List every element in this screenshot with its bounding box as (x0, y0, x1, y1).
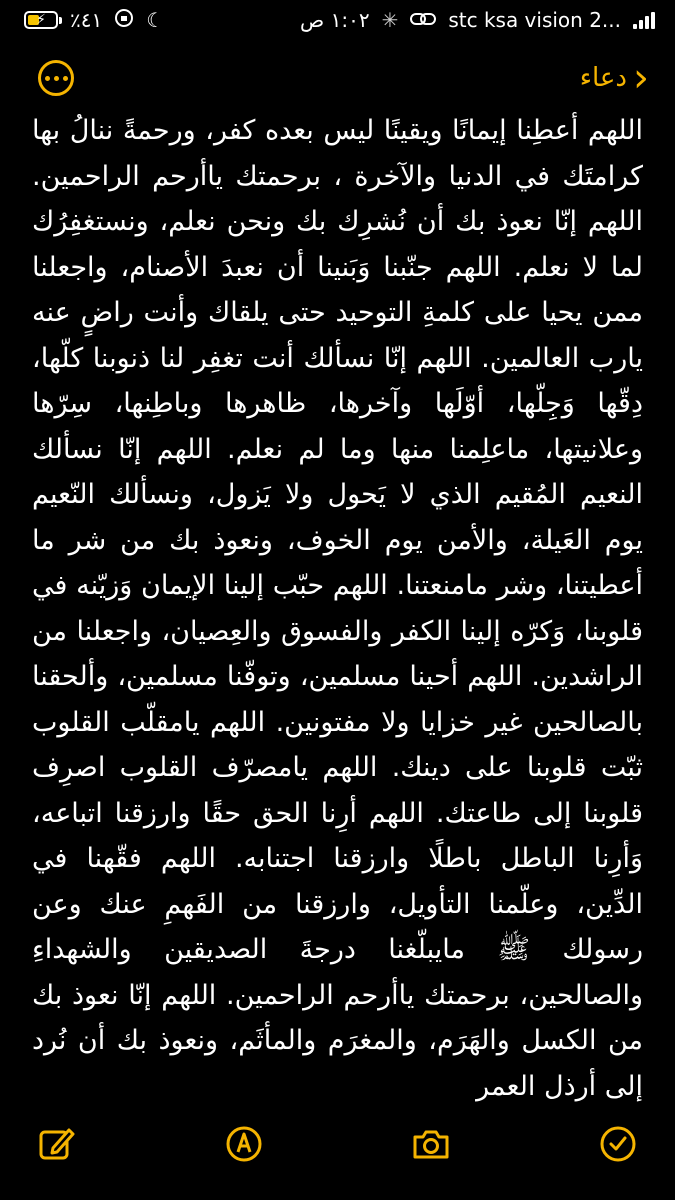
orientation-lock-icon (114, 8, 134, 33)
nav-bar (0, 52, 675, 104)
more-icon-dot (45, 76, 50, 81)
status-bar (0, 0, 675, 40)
more-icon-dot (63, 76, 68, 81)
back-label: دعاء (579, 63, 627, 93)
link-icon (410, 8, 436, 32)
status-left (24, 8, 164, 33)
bottom-toolbar (0, 1110, 675, 1200)
note-body[interactable] (32, 108, 643, 1128)
note-text[interactable]: اللهم أعطِنا إيمانًا ويقينًا ليس بعده كفر، ورحمةً ننالُ بها كرامتَك في الدنيا والآخرة ، برحمتك ياأرحم الراحمين. اللهم إنّا نعوذ بك أن نُشرِك بك ونحن نعلم، ونستغفِرُك لما لا نعلم. اللهم جنّبنا وَبَنينا أن نعبدَ الأصنام، واجعلنا ممن يحيا على كلمةِ التوحيد حتى يلقاك وأنت راضٍ عنه يارب العالمين. اللهم إنّا نسألك أنت تغفِر لنا ذنوبنا كلّها، دِقّها وَجِلّها، أوّلَها وآخرها، ظاهرها وباطِنها، سِرّها وعلانيتها، ماعلِمنا منها وما لم نعلم. اللهم إنّا نسألك النعيم المُقيم الذي لا يَحول ولا يَزول، ونسألك النّعيم يوم العَيلة، والأمن يوم الخوف، ونعوذ بك من شر ما أعطيتنا، وشر مامنعتنا. اللهم حبّب إلينا الإيمان وَزيّنه في قلوبنا، وَكرّه إلينا الكفر والفسوق والعِصيان، واجعلنا من الراشدين. اللهم أحينا مسلمين، وتوفّنا مسلمين، وألحقنا بالصالحين غير خزايا ولا مفتونين. اللهم يامقلّب القلوب ثبّت قلوبنا على دينك. اللهم يامصرّف القلوب اصرِف قلوبنا إلى طاعتك. اللهم أرِنا الحق حقًا وارزقنا اتباعه، وَأرِنا الباطل باطلًا وارزقنا اجتنابه. اللهم فقّهنا في الدِّين، وعلّمنا التأويل، وارزقنا من الفَهمِ عنك وعن رسولك ﷺ مايبلّغنا درجةَ الصديقين والشهداءِ والصالحين، برحمتك ياأرحم الراحمين. اللهم إنّا نعوذ بك من الكسل والهَرَم، والمغرَم والمأثَم، ونعوذ بك أن نُرد إلى أرذل العمر (32, 115, 643, 1102)
battery-icon: ⚡ (24, 11, 58, 29)
battery-percent: ٪٤١ (70, 8, 103, 32)
more-options-button[interactable] (38, 60, 74, 96)
checklist-icon[interactable] (595, 1121, 641, 1167)
carrier-name: stc ksa vision 2... (448, 8, 621, 32)
chevron-right-icon: › (633, 55, 649, 101)
do-not-disturb-icon: ☾ (146, 8, 165, 32)
status-right (300, 8, 655, 32)
status-time: ١:٠٢ ص (300, 8, 370, 32)
more-icon-dot (54, 76, 59, 81)
signal-icon (633, 11, 655, 29)
markup-icon[interactable] (221, 1121, 267, 1167)
camera-icon[interactable] (408, 1121, 454, 1167)
activity-icon: ✳ (381, 8, 399, 32)
compose-icon[interactable] (34, 1121, 80, 1167)
back-button[interactable] (579, 55, 649, 101)
